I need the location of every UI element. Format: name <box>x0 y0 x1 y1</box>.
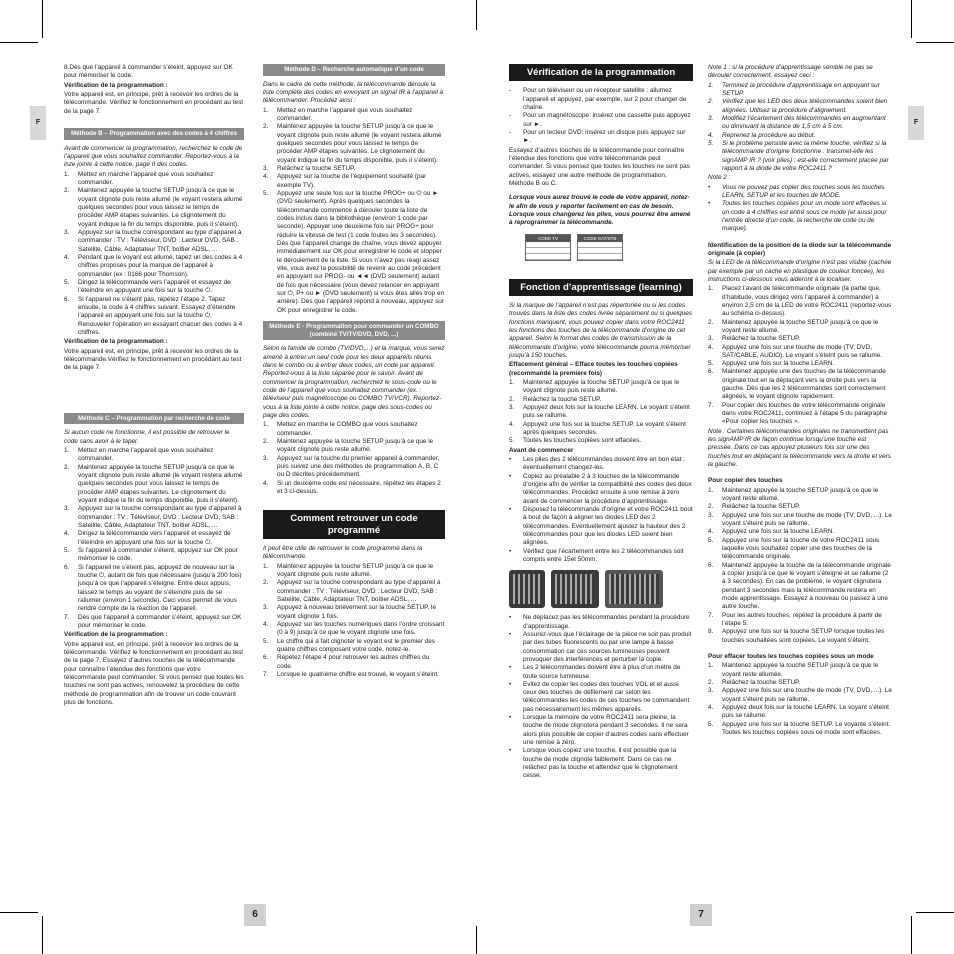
list-item: 5. Appuyez une fois sur la touche LEARN. <box>708 360 835 368</box>
list-item: 2. Maintenez appuyée la touche SETUP jusqu’à ce que le voyant clignote puis reste allumé. <box>263 438 434 454</box>
list-item: - Pour un lecteur DVD: insérez un disque puis appuyez sur ►. <box>509 129 686 145</box>
list-item: 2. Maintenez appuyée la touche SETUP jusqu’à ce que le voyant clignote puis reste allumé (le voyant restera allumé quelques secondes pour vous laissez le temps de procéder AMP étapes suivantes. Le clignotement du voyant indique la fin du temps disponible, puis il s’éteint). <box>64 463 243 504</box>
text-block: Votre appareil est, en principe, prêt à recevoir les ordres de la télécommande. Vérifiez le fonctionnement en procédant au test de la page 7. Essayez d’autres touches de la télécommande pour connaître l’étendue des fonctions que votre télécommande peut commander. Si vous pensez que toutes les touches ne sont pas actives, renouvelez la procédure de cette méthode de programmation afin de trouver un code couvrant plus de fonctions. <box>64 640 244 706</box>
list-item: 2. Maintenez appuyée la touche SETUP jusqu’à ce que le voyant reste allumé. <box>708 318 879 334</box>
steps-method-d <box>263 107 445 315</box>
crop-mark <box>0 42 38 43</box>
list-item: 3. Appuyez sur la touche correspondant au type d’appareil à commander : TV : Téléviseur, DVD : Lecteur DVD, SAB : Satellite, Câble, Adaptateur TNT, boîtier ADSL, ... <box>64 229 242 253</box>
list-item: 1. Maintenez appuyée la touche SETUP jusqu’à ce que le voyant clignote puis reste allumé. <box>263 562 434 579</box>
list-item: 3. Relâchez la touche SETUP. <box>708 335 801 343</box>
intro-text: Il peut être utile de retrouver le code programmé dans la télécommande. <box>263 545 423 561</box>
learning-tips-list <box>509 614 693 781</box>
section-header-learning: Fonction d’apprentissage (learning) <box>509 279 693 296</box>
intro-text: Avant de commencer la programmation, recherchez le code de l’appareil que vous souhaitez commander. Reportez-vous à la liste jointe à cette notice, page II des codes. <box>64 144 243 169</box>
list-item: • Disposez la télécommande d’origine et votre ROC2411 bout à bout de façon à aligner les diodes LED des 2 télécommandes. Eventuellement ajustez la hauteur des 2 télécommandes pour que les diodes LED soient bien alignées. <box>509 505 693 547</box>
list-item: 4. Appuyez une fois sur la touche LEARN. <box>708 528 835 536</box>
text-block: Votre appareil est, en principe, prêt à recevoir les ordres de la télécommande.Vérifiez le fonctionnement en procédant au test de la page 7. <box>64 347 242 372</box>
list-item: • Toutes les touches copiées pour un mode sont effacées si un code à 4 chiffres est entré sous ce mode (et aussi pour l’entrée directe d’un code, la recherche de code ou de marque). <box>708 200 887 233</box>
list-item: 4. Appuyez une fois sur une touche de mode (TV, DVD, SAT/CABLE, AUDIO). Le voyant s’éteint puis se rallume. <box>708 343 883 359</box>
list-item: 1. Mettez en marche le COMBO que vous souhaitez commander. <box>263 421 418 437</box>
list-item: 1. Mettez en marche l’appareil que vous souhaitez commander. <box>263 106 413 123</box>
steps-erase-mode <box>708 662 892 737</box>
steps-method-c <box>64 447 244 630</box>
column-4 <box>708 64 892 738</box>
page-number-left: 6 <box>244 904 266 926</box>
text-block: Essayez d’autres touches de la télécommande pour connaître l’étendue des fonctions que votre télécommande peut commander. Si vous pensez que toutes les touches ne sont pas actives, essayez une autre méthode de programmation, Méthode B ou C. <box>509 146 690 187</box>
column-2 <box>263 64 445 680</box>
list-item: • Ne déplacez pas les télécommandes pendant la procédure d’apprentissage. <box>509 614 690 630</box>
verification-list <box>509 87 693 145</box>
list-item: 2. Relâchez la touche SETUP. <box>509 395 602 403</box>
section-header-find-code: Comment retrouver un code programmé <box>263 510 445 539</box>
list-item: 6. Si l’appareil ne s’éteint pas, appuyez de nouveau sur la touche ⏻, autant de fois que nécessaire (jusqu’à 200 fois) jusqu’à ce que l’appareil s’éteigne. Entre deux appuis, laissez le temps au voyant de s’éteindre puis de se rallumer (environ 1 seconde). Ceci vous permet de vous rendre compte de la réaction de l’appareil. <box>64 563 242 613</box>
list-item: • Evitez de copier les codes des touches VOL et et aussi ceux des touches de défilement car selon les télécommandes les codes de ces touches ne commandent pas nécessairement les mêmes appareils. <box>509 680 690 713</box>
note-1-list <box>708 82 892 174</box>
list-item: 4. Si un deuxième code est nécessaire, répétez les étapes 2 et 3 ci-dessus. <box>263 479 441 496</box>
remote-control-image <box>605 570 663 608</box>
table-header: CODE SAT/STB <box>578 235 622 242</box>
subheading: Pour copier des touches <box>708 477 783 485</box>
crop-mark <box>42 0 43 38</box>
subheading: Effacement général – Efface toutes les touches copiées (recommandé la première fois) <box>509 361 678 377</box>
list-item: 7. Pour copier des touches de votre télécommande originale dans votre ROC2411, continuez à l’étape 5 du paragraphe «Pour copier les touches ». <box>708 401 888 426</box>
list-item: 3. Appuyez à nouveau brièvement sur la touche SETUP, le voyant clignote 1 fois. <box>263 604 437 620</box>
list-item: • Assurez-vous que l’éclairage de la pièce ne soit pas produit par des tubes fluorescents ou par une lampe à basse consommation car ces sources lumineuses peuvent provoquer des interférences et perturber la copie. <box>509 630 692 663</box>
steps-method-e <box>263 421 445 496</box>
intro-text: Selon la famille de combo (TV/DVD,...) et la marque, vous serez amené à entrer un seul code pour les deux appareils réunis dans le combo ou à entrer deux codes, un code par appareil. Reportez-vous à la liste séparée pour le savoir. Avant de commencer la programmation, recherchez le sous-code ou le code de l’appareil que vous souhaitez commander (ex. : téléviseur puis magnétoscope ou COMBO TV/VCR). Reportez-vous à la liste jointe à cette notice, page des sous-codes ou page des codes. <box>263 345 445 420</box>
list-item: 4. Dirigez la télécommande vers l’appareil et essayez de l’éteindre en appuyant une fois sur la touche ⏻. <box>64 530 231 546</box>
text-block: Votre appareil est, en principe, prêt à recevoir les ordres de la télécommande. Vérifiez le fonctionnement en procédant au test de la page 7. <box>64 90 244 115</box>
steps-method-b <box>64 171 244 338</box>
note-text: Note : Certaines télécommandes originales ne transmettent pas les signAMP IR de façon continue lorsqu’une touche est pressée. Dans ce cas appuyez plusieurs fois sur une des touches tout en déplaçant la télécommande vers la droite et vers la gauche. <box>708 427 891 469</box>
list-item: 8. Appuyez une fois sur la touche SETUP lorsque toutes les touches souhaitées sont copiées. Le voyant s’éteint. <box>708 628 885 644</box>
list-item: 5. Le chiffre qui a fait clignoter le voyant est le premier des quatre chiffres composant votre code, notez-le. <box>263 637 435 654</box>
subheading: Pour effacer toutes les touches copiées sous un mode <box>708 652 874 660</box>
crop-mark <box>916 912 954 913</box>
list-item: 2. Maintenez appuyée la touche SETUP jusqu’à ce que le voyant clignote puis reste allumé (le voyant restera allumé quelques secondes pour vous laissez le temps de procéder AMP étapes suivantes. Le clignotement du voyant indique la fin du temps disponible, puis il s’éteint). <box>64 187 243 228</box>
list-item: 7. Lorsque le quatrième chiffre est trouvé, le voyant s’éteint. <box>263 671 439 679</box>
list-item: 5. Appuyez une fois sur la touche SETUP. Le voyante s’éteint. Toutes les touches copiées sous ce mode sont effacées. <box>708 720 891 736</box>
list-item: 3. Modifiez l’écartement des télécommandes en augmentant ou diminuant la distance de 1,5 cm à 5 cm. <box>708 114 886 131</box>
crop-mark <box>911 0 912 38</box>
list-item: 7. Dès que l’appareil à commander s’éteint, appuyez sur OK pour mémoriser le code. <box>64 613 242 629</box>
list-item: 4. Appuyez sur la touche de l’équipement souhaité (par exemple TV). <box>263 173 427 189</box>
remote-alignment-image <box>509 570 693 608</box>
steps-copy-keys <box>708 487 892 645</box>
list-item: 4. Appuyez sur les touches numériques dans l’ordre croissant (0 à 9) jusqu’à ce que le voyant clignote une fois. <box>263 621 445 637</box>
crop-mark <box>0 912 38 913</box>
table-header: CODE TV <box>526 235 570 242</box>
list-item: 2. Vérifiez que les LED des deux télécommandes soient bien alignées. Utilisez la procédure d’alignement. <box>708 98 888 114</box>
language-tab-right: F <box>908 106 924 140</box>
language-tab-left: F <box>30 106 46 140</box>
before-start-list <box>509 456 693 564</box>
note-2-list <box>708 184 892 234</box>
list-item: 5. Si l’appareil à commander s’éteint, appuyez sur OK pour mémoriser le code. <box>64 546 238 563</box>
list-item: 3. Appuyez sur la touche du premier appareil à commander, puis suivez une des méthodes de programmation A, B, C ou D décrites précédemment. <box>263 454 440 479</box>
list-item: 7. Pour les autres touches, répétez la procédure à partir de l’étape 5. <box>708 611 882 627</box>
list-item: - Pour un magnétoscope: insérez une cassette puis appuyez sur ►. <box>509 112 691 128</box>
list-item: 5. Toutes les touches copiées sont effacées. <box>509 437 642 445</box>
warning-text: Lorsque vous aurez trouvé le code de votre appareil, notez-le afin de vous y reporter facilement en cas de besoin. Lorsque vous changerez les piles, vous pourrez être amené à reprogrammer la télécommande. <box>509 194 691 227</box>
list-item: • Vous ne pouvez pas copier des touches sous les touches LEARN, SETUP et les touches de MODE. <box>708 183 885 199</box>
list-item: 5. Appuyez une fois sur la touche de votre ROC2411 sous laquelle vous souhaitez copier une des touches de la télécommande originale. <box>708 536 880 561</box>
list-item: 4. Appuyez deux fois sur la touche LEARN. Le voyant s’éteint puis se rallume. <box>708 703 889 720</box>
crop-mark <box>42 916 43 954</box>
intro-text: Si la LED de la télécommande d’origine n’est pas visible (cachée par exemple par un cache en plastique de couleur foncée), les instructions ci-dessous vous aideront à la localiser. <box>708 259 892 283</box>
list-item: 5. Si le problème persiste avec la même touche, vérifiez si la télécommande d’origine fonctionne : transmet-elle les signAMP IR ? (voir piles) ; est-elle correctement placée par rapport à la diode de votre ROC2411 ? <box>708 139 889 172</box>
list-item: 5. Dirigez la télécommande vers l’appareil et essayez de l’éteindre en appuyant une fois sur la touche ⏻. <box>64 278 231 295</box>
list-item: 2. Relâchez la touche SETUP. <box>708 503 801 511</box>
list-item: 1. Mettez en marche l’appareil que vous souhaitez commander. <box>64 446 214 463</box>
subheading: Vérification de la programmation : <box>64 338 168 346</box>
text-block: 8.Dès que l’appareil à commander s’éteint, appuyez sur OK pour mémoriser le code. <box>64 64 233 80</box>
intro-text: Si la marque de l’appareil n’est pas répertoriée ou si les codes trouvés dans la liste des codes livrée séparément ou si quelques fonctions manquent, vous pouvez copier dans votre ROC2411 les fonctions des touches de la télécommande d’origine de cet appareil. Selon le format des codes de transmission de la télécommande d’origine, votre télécommande pourra mémoriser jusqu’à 150 touches. <box>509 302 692 359</box>
crop-mark <box>476 926 477 954</box>
list-item: • Les piles des 2 télécommandes doivent être en bon état ; éventuellement changez-les. <box>509 455 685 472</box>
section-header-method-c: Méthode C – Programmation par recherche de code <box>64 413 244 425</box>
crop-mark <box>476 0 477 30</box>
note-title: Note 1 : si la procédure d’apprentissage semble ne pas se dérouler correctement, essayez ceci : <box>708 64 873 80</box>
remote-control-image <box>551 570 599 608</box>
list-item: 5. Appuyez une seule fois sur la touche PROG+ ou ⏻ ou ► (DVD seulement). Après quelques secondes la télécommande commence à dérouler toute la liste de codes inclus dans la bibliothèque (environ 1 code par seconde). Appuyer une deuxième fois sur PROG+ pour réduire la vitesse de test (1 code toutes les 3 secondes). Dès que l’appareil change de chaîne, vous devez appuyer immédiatement sur OK pour enregistrer le code et stopper le déroulement de la liste. Si vous n’avez pas réagi assez vite, vous avez la possibilité de revenir au code précédent en appuyant sur PROG- ou ◄◄ (DVD seulement) autant de fois que nécessaire (vous devez relancer en appuyant sur ⏻, P+ ou ► (DVD seulement) si vous êtes allés trop en arrière). Dès que l’appareil répond à nouveau, appuyez sur OK pour enregistrer le code. <box>263 190 445 314</box>
list-item: 4. Appuyez une fois sur la touche SETUP. Le voyant s’éteint après quelques secondes. <box>509 420 686 436</box>
list-item: • Lorsque vous copiez une touche, il est possible que la touche de mode clignote faiblement. Dans ce cas ne relâchez pas la touche et attendez que le clignotement cesse. <box>509 747 678 780</box>
note-title: Note 2 : <box>708 174 731 182</box>
list-item: 1. Mettez en marche l’appareil que vous souhaitez commander. <box>64 170 214 187</box>
list-item: 6. Si l’appareil ne s’éteint pas, répétez l’étape 2. Tapez ensuite, le code à 4 chiffres suivant. Essayez d’éteindre l’appareil en appuyant une fois sur la touche ⏻. Renouveler l’opération en essayant chacun des codes à 4 chiffres. <box>64 295 243 336</box>
subheading: Avant de commencer <box>509 446 574 454</box>
list-item: - Pour un téléviseur ou un récepteur satellite : allumez l’appareil et appuyez, par exemple, sur 2 pour changer de chaîne. <box>509 87 687 112</box>
list-item: 6. Maintenez appuyée la touche de la télécommande originale à copier jusqu’à ce que le voyant s’éteigne et se rallume (2 à 3 secondes). En cas de problème, le voyant clignotera pendant 3 secondes mais la télécommande restera en mode apprentissage. Essayez à nouveau ou passez à une autre touche. <box>708 561 891 611</box>
list-item: 3. Relâchez la touche SETUP. <box>263 165 356 173</box>
list-item: • Lorsque la mémoire de votre ROC2411 sera pleine, la touche de mode clignotera pendant 3 secondes. Il ne sera alors plus possible de copier d’autres codes sans effectuer une remise à zéro. <box>509 714 689 747</box>
list-item: • Copiez au préalable 2 à 3 touches de la télécommande d’origine afin de vérifier la compatibilité des codes des deux télécommandes. Procédez ensuite à une remise à zéro avant de commencer la procédure d’apprentissage. <box>509 472 692 505</box>
crop-mark <box>911 916 912 954</box>
list-item: 4. Reprenez la procédure au début. <box>708 131 816 139</box>
list-item: 2. Appuyez sur la touche correspondant au type d’appareil à commander : TV : Téléviseur, DVD : Lecteur DVD, SAB : Satellite, Câble, Adaptateur TNT, boîtier ADSL, ... <box>263 579 441 604</box>
crop-mark <box>916 42 954 43</box>
subheading: Identification de la position de la diode sur la télécommande originale (à copier) <box>708 241 892 257</box>
list-item: 1. Maintenez appuyée la touche SETUP jusqu’à ce que le voyant reste allumé. <box>708 486 879 503</box>
steps-find-code <box>263 563 445 680</box>
section-header-method-d: Méthode D – Recherche automatique d’un code <box>263 64 445 76</box>
list-item: 1. Terminez la procédure d’apprentissage en appuyant sur SETUP. <box>708 81 880 97</box>
column-1 <box>64 64 244 708</box>
intro-text: Dans le cadre de cette méthode, la télécommande déroule la liste complète des codes en envoyant un signal IR à l’appareil à télécommander. Procédez ainsi : <box>263 80 444 105</box>
list-item: 3. Appuyez deux fois sur la touche LEARN. Le voyant s’éteint puis se rallume. <box>509 403 690 420</box>
list-item: 1. Maintenez appuyée la touche SETUP jusqu’à ce que le voyant reste allumée. <box>708 662 879 678</box>
list-item: 3. Appuyez sur la touche correspondant au type d’appareil à commander : TV : Téléviseur, DVD : Lecteur DVD, SAB : Satellite, Câble, Adaptateur TNT, boîtier ADSL, ... <box>64 505 242 529</box>
list-item: 1. Placez l’avant de télécommande originale (la partie que, d’habitude, vous dirigez vers l’appareil à commander) à environ 2,5 cm de la LED de votre ROC2411 (reportez-vous au schéma ci-dessus). <box>708 285 892 318</box>
list-item: 4. Pendant que le voyant est allumé, tapez un des codes à 4 chiffres proposés pour la marque de l’appareil à commander (ex : 0166 pour Thomson). <box>64 253 243 278</box>
list-item: 2. Relâchez la touche SETUP. <box>708 678 801 686</box>
code-table-sat <box>577 234 623 261</box>
list-item: • Vérifiez que l’écartement entre les 2 télécommandes soit compris entre 15et 50mm. <box>509 547 684 563</box>
page-number-right: 7 <box>690 904 712 926</box>
section-header-verification: Vérification de la programmation <box>509 64 693 81</box>
intro-text: Si aucun code ne fonctionne, il est possible de retrouver le code sans avoir à le taper. <box>64 429 230 445</box>
subheading: Vérification de la programmation : <box>64 631 168 639</box>
subheading: Vérification de la programmation : <box>64 81 168 89</box>
steps-identify-diode <box>708 285 892 427</box>
list-item: 3. Appuyez une fois sur une touche de mode (TV, DVD, ...). Le voyant s’éteint puis se rallume. <box>708 511 892 528</box>
column-3 <box>509 64 693 782</box>
list-item: 3. Appuyez une fois sur une touche de mode (TV, DVD, ...). Le voyant s’éteint puis se rallume. <box>708 687 892 703</box>
section-header-method-e: Méthode E - Programmation pour commander un COMBO (combiné TV/TV/DVD, DVD, ...) <box>263 321 445 341</box>
list-item: • Les 2 télécommandes doivent être à plus d’un mètre de toute source lumineuse. <box>509 664 681 680</box>
section-header-method-b: Méthode B – Programmation avec des codes à 4 chiffres <box>64 128 244 140</box>
steps-erase-all <box>509 379 693 446</box>
list-item: 6. Maintenez appuyée une des touches de la télécommande originale tout en la déplaçant vers la droite puis vers la gauche. Dès que les 2 télécommandes sont correctement alignées, le voyant clignote rapidement. <box>708 368 886 401</box>
code-table <box>509 234 693 261</box>
remote-control-image <box>509 570 545 608</box>
list-item: 1. Maintenez appuyée la touche SETUP jusqu’à ce que le voyant clignote puis reste allumé. <box>509 378 680 395</box>
code-table-tv <box>525 234 571 261</box>
list-item: 6. Répétez l’étape 4 pour retrouver les autres chiffres du code. <box>263 654 430 670</box>
list-item: 2. Maintenez appuyée la touche SETUP jusqu’à ce que le voyant clignote puis reste allumé (le voyant restera allumé quelques secondes pour vous laissez le temps de procéder AMP étapes suivantes. Le clignotement du voyant indique la fin du temps disponible, puis il s’éteint). <box>263 123 442 164</box>
